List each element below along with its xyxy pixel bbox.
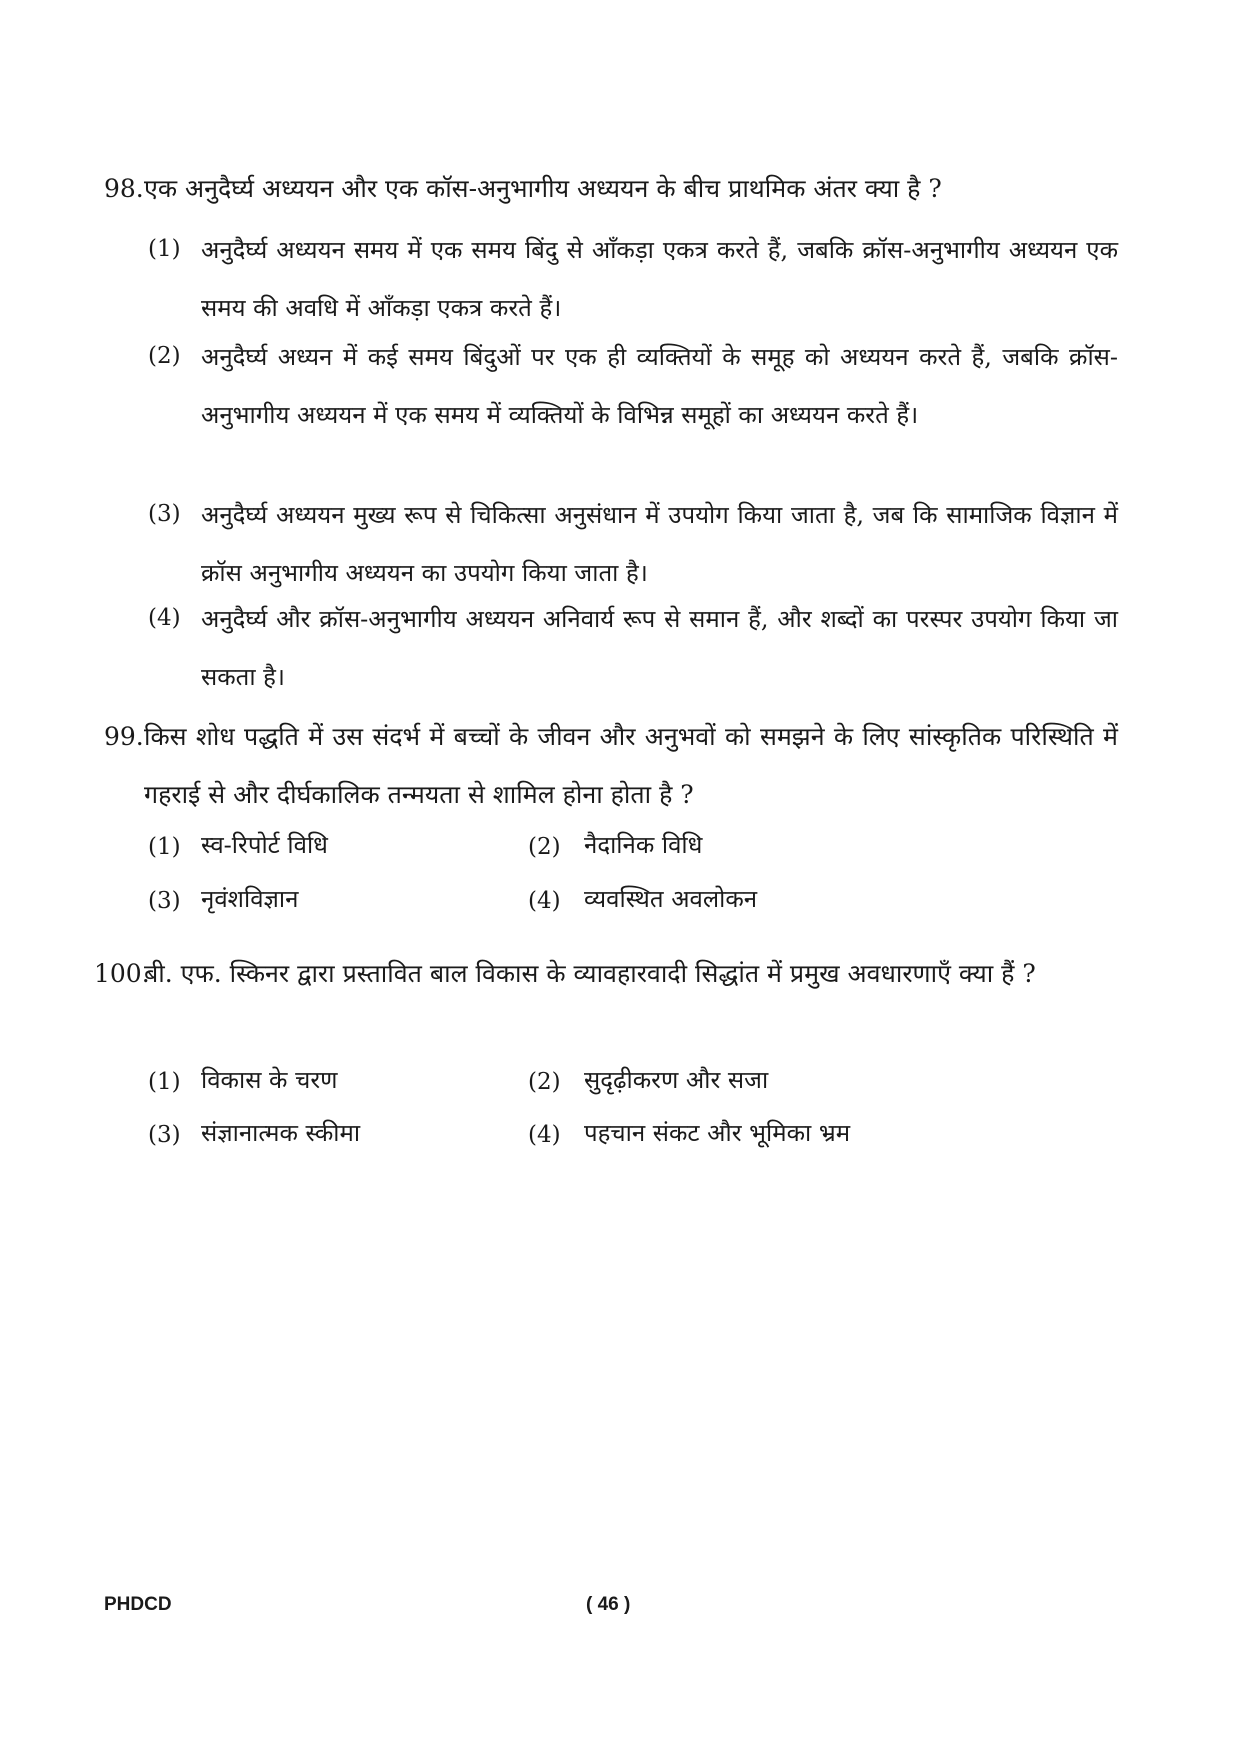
option-text: पहचान संकट और भूमिका भ्रम	[584, 1119, 851, 1147]
page-number: ( 46 )	[586, 1594, 631, 1615]
option-label: (2)	[528, 1069, 561, 1095]
option-text: अनुदैर्घ्य और क्रॉस-अनुभागीय अध्ययन अनिवार्य रूप से समान हैं, और शब्दों का परस्पर उपयोग किया जा सकता है।	[201, 605, 1118, 691]
option-label: (1)	[148, 1069, 181, 1095]
option-text: संज्ञानात्मक स्कीमा	[201, 1119, 361, 1147]
question-text: किस शोध पद्धति में उस संदर्भ में बच्चों के जीवन और अनुभवों को समझने के लिए सांस्कृतिक परिस्थिति में गहराई से और दीर्घकालिक तन्मयता से शामिल होना होता है ?	[144, 722, 1118, 809]
option-label: (4)	[528, 888, 561, 914]
option-label: (3)	[148, 501, 181, 527]
option-text: सुदृढ़ीकरण और सजा	[584, 1066, 769, 1094]
question-text: एक अनुदैर्घ्य अध्ययन और एक कॉस-अनुभागीय अध्ययन के बीच प्राथमिक अंतर क्या है ?	[144, 174, 942, 203]
option-text: व्यवस्थित अवलोकन	[584, 885, 758, 913]
option-text: अनुदैर्घ्य अध्यन में कई समय बिंदुओं पर एक ही व्यक्तियों के समूह को अध्ययन करते हैं, जबकि क्रॉस-अनुभागीय अध्ययन में एक समय में व्यक्तियों के विभिन्न समूहों का अध्ययन करते हैं।	[201, 343, 1118, 429]
option-text: अनुदैर्घ्य अध्ययन समय में एक समय बिंदु से आँकड़ा एकत्र करते हैं, जबकि क्रॉस-अनुभागीय अध्ययन एक समय की अवधि में आँकड़ा एकत्र करते हैं।	[201, 236, 1118, 322]
question-number: 100.	[94, 959, 150, 988]
option-text: स्व-रिपोर्ट विधि	[201, 831, 328, 859]
option-text: अनुदैर्घ्य अध्ययन मुख्य रूप से चिकित्सा अनुसंधान में उपयोग किया जाता है, जब कि सामाजिक विज्ञान में क्रॉस अनुभागीय अध्ययन का उपयोग किया जाता है।	[201, 501, 1118, 587]
option-text: विकास के चरण	[201, 1066, 338, 1094]
option-label: (2)	[528, 834, 561, 860]
paper-code: PHDCD	[104, 1594, 172, 1615]
option-label: (3)	[148, 1122, 181, 1148]
option-label: (4)	[528, 1122, 561, 1148]
option-label: (4)	[148, 605, 181, 631]
question-number: 98.	[104, 174, 144, 203]
option-text: नैदानिक विधि	[584, 831, 703, 859]
question-number: 99.	[104, 722, 144, 751]
option-label: (2)	[148, 343, 181, 369]
question-text: बी. एफ. स्किनर द्वारा प्रस्तावित बाल विकास के व्यावहारवादी सिद्धांत में प्रमुख अवधारणाएँ क्या हैं ?	[144, 959, 1036, 988]
option-label: (1)	[148, 236, 181, 262]
option-label: (1)	[148, 834, 181, 860]
option-text: नृवंशविज्ञान	[201, 885, 299, 913]
option-label: (3)	[148, 888, 181, 914]
